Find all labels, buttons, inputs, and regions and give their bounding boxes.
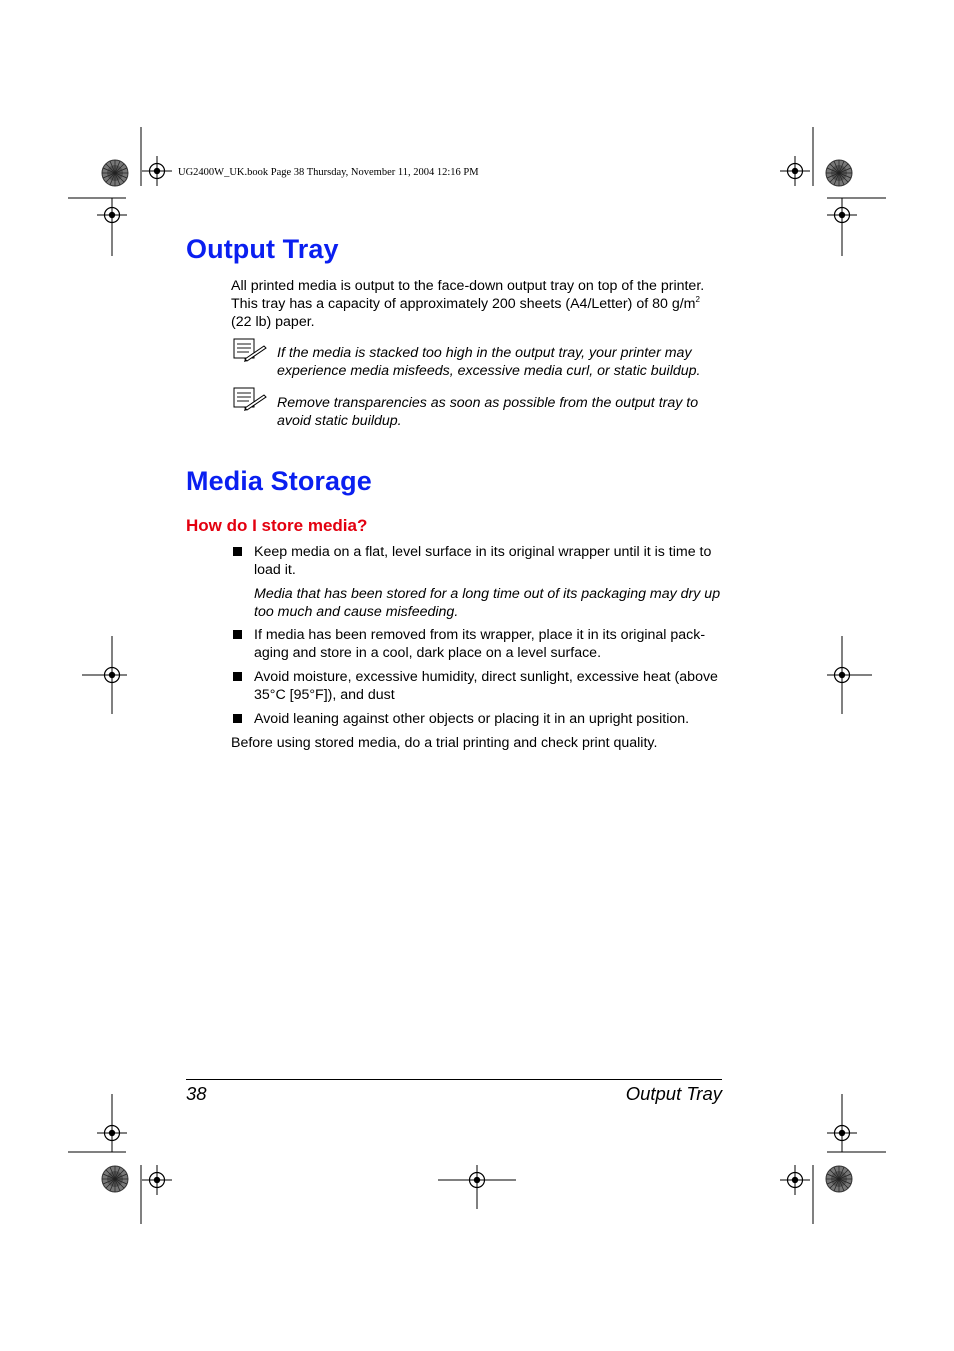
registration-mark-icon [780,1165,810,1195]
color-target-icon [102,1166,128,1192]
footer-rule [186,1079,722,1080]
note-pencil-icon [233,387,267,413]
note-pencil-icon [233,338,267,364]
color-target-icon [102,160,128,186]
footer-section-name: Output Tray [625,1083,722,1104]
bullet-icon [233,672,242,681]
subsection-title: How do I store media? [186,516,368,535]
intro-line: This tray has a capacity of approximately 200 sheets (A4/Letter) of 80 $g/m^2$ [231,295,700,312]
page-number: 38 [186,1083,207,1104]
note-text: Remove transparencies as soon as possible from the output tray to avoid static buildup. [277,395,699,429]
list-item: Avoid leaning against other objects or placing it in an upright position. [254,711,690,727]
bullet-icon [233,630,242,639]
list-item: Avoid moisture, excessive humidity, direct sunlight, excessive heat (above 35°C [95°F]), and dust [254,669,718,703]
list-item-note: Media that has been stored for a long time out of its packaging may dry up too much and cause misfeeding. [254,586,721,620]
registration-mark-icon [142,156,172,186]
bullet-icon [233,714,242,723]
list-item: Keep media on a flat, level surface in its original wrapper until it is time to load it. [254,544,712,578]
print-slug: UG2400W_UK.book Page 38 Thursday, November 11, 2004 12:16 PM [178,167,479,178]
intro-line: (22 lb) paper. [231,314,315,330]
bullet-icon [233,547,242,556]
note-text: If the media is stacked too high in the output tray, your printer may experience media misfeeds, excessive media curl, or static buildup. [277,345,701,379]
section-title-output-tray: Output Tray [186,234,339,264]
section-title-media-storage: Media Storage [186,466,372,496]
color-target-icon [826,1166,852,1192]
registration-mark-icon [142,1165,172,1195]
color-target-icon [826,160,852,186]
registration-mark-icon [780,156,810,186]
list-item: If media has been removed from its wrapper, place it in its original pack- aging and store in a cool, dark place on a level surface. [254,627,706,661]
closing-paragraph: Before using stored media, do a trial printing and check print quality. [231,735,658,751]
intro-line: All printed media is output to the face-down output tray on top of the printer. [231,278,705,294]
output-tray-intro [231,277,731,331]
